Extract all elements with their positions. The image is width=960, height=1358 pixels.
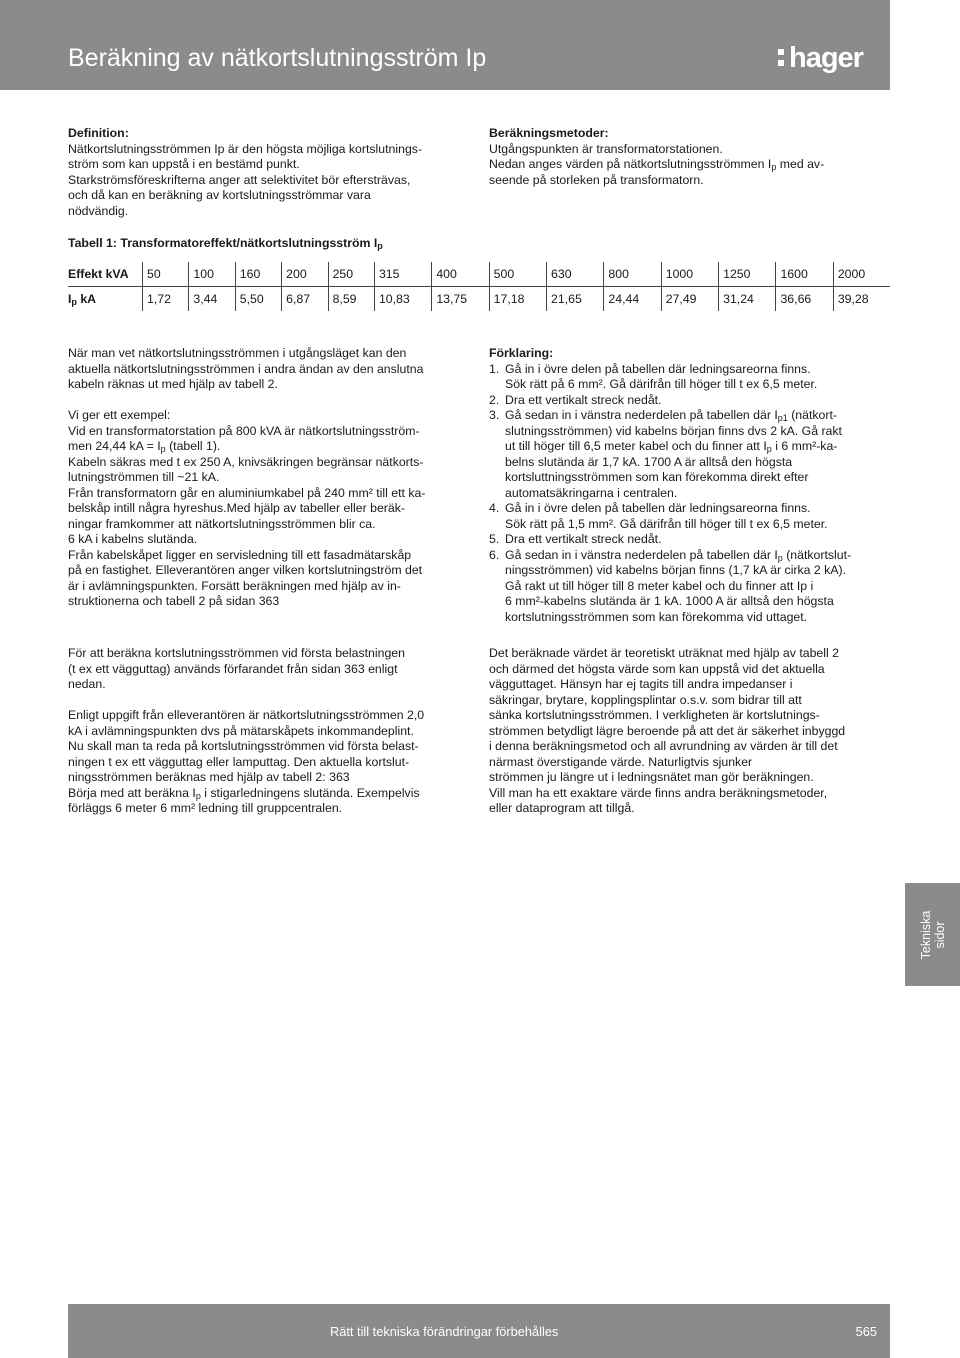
methods-line: Nedan anges värden på nätkortslutningsströmmen $I_p$ med av-: [489, 157, 825, 172]
table-cell: 2000: [833, 262, 890, 287]
list-item: 1. Gå in i övre delen på tabellen där ledningsareorna finns. Sök rätt på 6 mm². Gå därifrån till höger till t ex 6,5 meter.: [489, 361, 818, 391]
text-line: lutningströmmen till ~21 kA.: [68, 470, 220, 484]
text-line: För att beräkna kortslutningsströmmen vid första belastningen: [68, 646, 405, 660]
page-footer: [68, 1304, 890, 1358]
text-line: kA i avlämningspunkten dvs på mätarskåpets inkommandeplint.: [68, 723, 414, 738]
table-cell: 17,18: [489, 287, 546, 312]
transformer-table: [68, 262, 890, 311]
page-title: Beräkning av nätkortslutningsström Ip: [68, 44, 487, 72]
table-cell: 50: [143, 262, 189, 287]
hager-logo: [778, 42, 863, 75]
text-line: Enligt uppgift från elleverantören är nätkortslutningsströmmen 2,0: [68, 708, 425, 722]
text-line: 6 kA i kabelns slutända.: [68, 532, 198, 546]
text-line: sänka kortslutningsströmmen. I verkligheten är kortslutnings-: [489, 708, 820, 722]
table-cell: 1250: [719, 262, 776, 287]
logo-text: hager: [789, 42, 863, 74]
table-cell: 1600: [776, 262, 833, 287]
table-cell: 5,50: [235, 287, 281, 312]
methods-heading: Beräkningsmetoder:: [489, 126, 609, 140]
table-cell: 27,49: [661, 287, 718, 312]
explanation-section: [489, 346, 890, 625]
page-header: [0, 0, 890, 90]
table-cell: 13,75: [432, 287, 489, 312]
table-cell: 8,59: [328, 287, 374, 312]
side-tab-tekniska-sidor[interactable]: [905, 883, 960, 986]
table-row-kva: [68, 262, 890, 287]
methods-section: [489, 126, 890, 188]
methods-line: seende på storleken på transformatorn.: [489, 172, 704, 187]
definition-heading: Definition:: [68, 126, 129, 140]
list-item: 6. Gå sedan in i vänstra nederdelen på tabellen där $I_p$ (nätkortslut- ningsströmmen) vid kabelns början finns (1,7 kA är cirka 2 kA). Gå rakt ut till höger till 8 meter kabel och du finner att Ip i 6 mm²-kabelns slutända är 1 kA. 1000 A är alltså den högsta kortslutningsströmmen som kan förekomma vid uttaget.: [489, 547, 852, 624]
text-line: vägguttaget. Hänsyn har ej tagits till andra impedanser i: [489, 677, 793, 691]
text-line: Vi ger ett exempel:: [68, 408, 171, 422]
table-cell: 1000: [661, 262, 718, 287]
text-line: men 24,44 kA = $I_p$ (tabell 1).: [68, 439, 221, 454]
table-cell: 36,66: [776, 287, 833, 312]
text-line: Börja med att beräkna $I_p$ i stigarledningens slutända. Exempelvis: [68, 785, 420, 801]
text-line: ningar framkommer att nätkortslutningsströmmen blir ca.: [68, 516, 376, 531]
text-line: närmast överstigande värde. Naturligtvis sjunker: [489, 754, 753, 769]
table-title: Tabell 1: Transformatoreffekt/nätkortslutningsström $I_p$: [68, 236, 383, 251]
definition-line: och då kan en beräkning av kortslutningsströmmar vara: [68, 188, 371, 202]
conclusion-section: [489, 646, 890, 817]
table-cell: 3,44: [189, 287, 235, 312]
logo-dots-icon: [778, 49, 786, 66]
definition-line: ström som kan uppstå i en bestämd punkt.: [68, 157, 300, 171]
text-line: på en fastighet. Elleverantören anger vilken kortslutningström det: [68, 563, 423, 577]
text-line: Från transformatorn går en aluminiumkabel på 240 mm² till ett ka-: [68, 485, 426, 500]
text-line: kabeln räknas ut med hjälp av tabell 2.: [68, 377, 278, 391]
text-line: är i avlämningspunkten. Forsätt beräkningen med hjälp av in-: [68, 578, 401, 593]
calculation-section: [68, 646, 473, 817]
table-cell: 250: [328, 262, 374, 287]
definition-line: Starkströmsföreskrifterna anger att selektivitet bör eftersträvas,: [68, 172, 411, 187]
definition-section: [68, 126, 468, 219]
table-cell: 1,72: [143, 287, 189, 312]
text-line: strömmen betydligt lägre beroende på att det är säkerhet inbyggd: [489, 723, 846, 738]
text-line: i denna beräkningsmetod och all avrundning av värden är till det: [489, 739, 838, 753]
text-line: Vill man ha ett exaktare värde finns andra beräkningsmetoder,: [489, 785, 828, 800]
table-cell: 200: [282, 262, 328, 287]
text-line: strömmen ju längre ut i ledningsnätet man gör beräkningen.: [489, 770, 814, 784]
definition-line: nödvändig.: [68, 203, 129, 218]
explanation-heading: Förklaring:: [489, 346, 554, 360]
page-number: 565: [855, 1324, 877, 1339]
list-item: 3. Gå sedan in i vänstra nederdelen på tabellen där $I_{p1}$ (nätkort- slutningsströmmen) vid kabelns början finns dvs 2 kA. Gå rakt ut till höger till 6,5 meter kabel och du finner att $I_p$ i 6 mm²-ka- belns slutända är 1,7 kA. 1700 A är alltså den högsta kortsluttningsströmmen som kan förekomma direkt efter automatsäkringarna i centralen.: [489, 408, 842, 500]
text-line: Nu skall man ta reda på kortslutningsströmmen vid första belast-: [68, 739, 419, 753]
list-item: 2. Dra ett vertikalt streck nedåt.: [489, 392, 662, 407]
table-cell: 630: [547, 262, 604, 287]
table-cell: 315: [374, 262, 431, 287]
side-tab-label: Tekniska sidor: [918, 910, 947, 959]
text-line: När man vet nätkortslutningsströmmen i utgångsläget kan den: [68, 346, 407, 360]
text-line: belskåp intill några hyreshus.Med hjälp av tabeller eller beräk-: [68, 501, 405, 515]
text-line: Det beräknade värdet är teoretiskt uträknat med hjälp av tabell 2: [489, 646, 839, 660]
table-cell: 39,28: [833, 287, 890, 312]
text-line: ningsströmmen beräknas med hjälp av tabell 2: 363: [68, 770, 350, 784]
table-cell: 24,44: [604, 287, 661, 312]
text-line: och därmed det högsta värde som kan uppstå vid det aktuella: [489, 661, 825, 676]
text-line: Vid en transformatorstation på 800 kVA är nätkortslutningsström-: [68, 423, 420, 438]
table-cell: 21,65: [547, 287, 604, 312]
definition-line: Nätkortslutningsströmmen Ip är den högsta möjliga kortslutnings-: [68, 141, 423, 156]
table-cell: 800: [604, 262, 661, 287]
row-label-ka: $I_p$ kA: [68, 292, 97, 307]
list-item: 4. Gå in i övre delen på tabellen där ledningsareorna finns. Sök rätt på 1,5 mm². Gå därifrån till höger till t ex 6,5 meter.: [489, 501, 828, 531]
text-line: förläggs 6 meter 6 mm² ledning till gruppcentralen.: [68, 801, 343, 815]
example-section: [68, 346, 473, 610]
text-line: säkringar, brytare, kopplingsplintar o.s.v. som bidrar till att: [489, 692, 802, 707]
table-row-ka: [68, 287, 890, 312]
table-cell: 6,87: [282, 287, 328, 312]
table-cell: 10,83: [374, 287, 431, 312]
table-cell: 500: [489, 262, 546, 287]
table-cell: 400: [432, 262, 489, 287]
table-cell: 160: [235, 262, 281, 287]
text-line: eller dataprogram att tillgå.: [489, 801, 635, 815]
table-cell: 31,24: [719, 287, 776, 312]
list-item: 5. Dra ett vertikalt streck nedåt.: [489, 532, 662, 546]
text-line: ningen t ex ett vägguttag eller lamputtag. Den aktuella kortslut-: [68, 754, 410, 769]
text-line: (t ex ett vägguttag) används förfarandet från sidan 363 enligt: [68, 661, 398, 676]
text-line: struktionerna och tabell 2 på sidan 363: [68, 594, 280, 608]
text-line: aktuella nätkortslutningsströmmen i andra ändan av den anslutna: [68, 361, 424, 376]
text-line: Kabeln säkras med t ex 250 A, knivsäkringen begränsar nätkorts-: [68, 454, 424, 469]
footer-note: Rätt till tekniska förändringar förbehålles: [330, 1324, 559, 1339]
text-line: nedan.: [68, 677, 106, 691]
methods-line: Utgångspunkten är transformatorstationen.: [489, 141, 723, 156]
table-cell: 100: [189, 262, 235, 287]
text-line: Från kabelskåpet ligger en servisledning till ett fasadmätarskåp: [68, 547, 412, 562]
row-label-kva: Effekt kVA: [68, 262, 143, 287]
